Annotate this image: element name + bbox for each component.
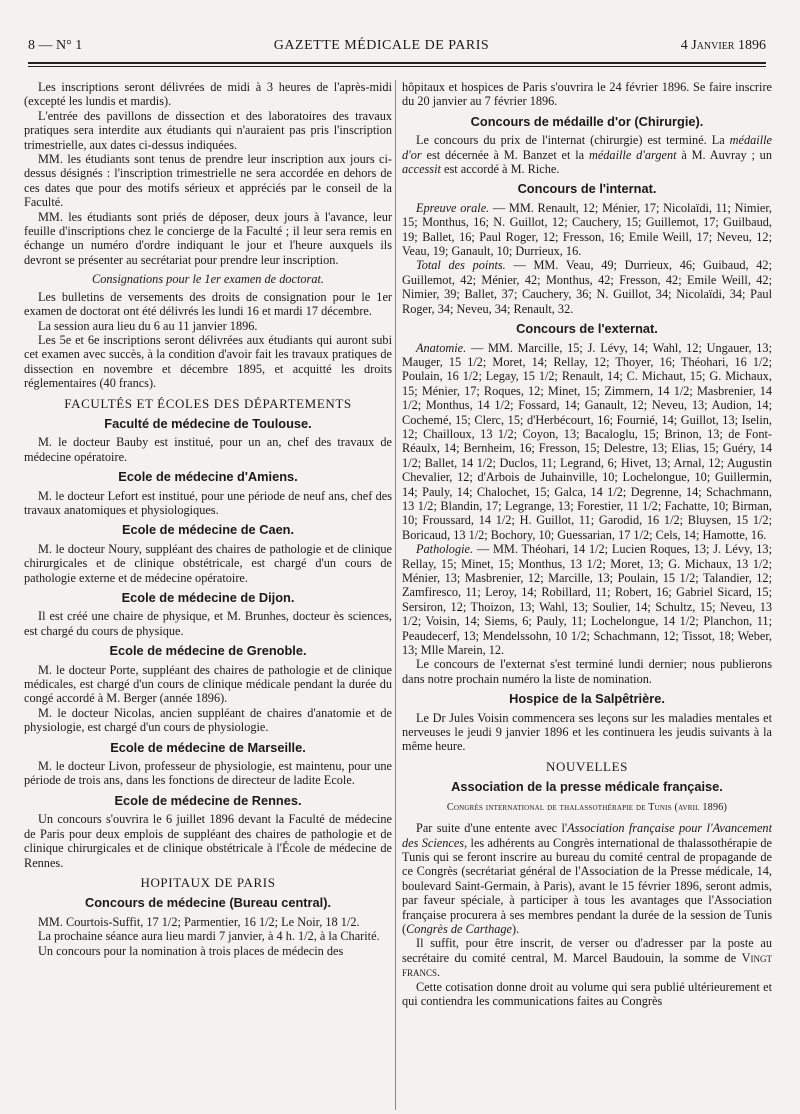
paragraph-epreuve-orale: Epreuve orale. — MM. Renault, 12; Ménier, 17; Nicolaïdi, 11; Nimier, 15; Monthus, 16; N. Guillot, 12; Cauchery, 15; Guillemot, 17; Guilbaud, 19; Ballet, 16; Paul Roger, 12; Fresson, 16; Emile Weill, 17; Neveu, 12; Veau, 19; Ganault, 10; Durrieux, 16. [402, 200, 772, 259]
section-title-salpetriere: Hospice de la Salpêtrière. [509, 691, 665, 707]
paragraph: Les bulletins de versements des droits de consignation pour le 1er examen de doctorat ont été délivrés les lundi 16 et mardi 17 décembre. [24, 289, 392, 319]
paragraph: Le Dr Jules Voisin commencera ses leçons sur les maladies mentales et nerveuses le jeudi 9 janvier 1896 et les continuera les jeudis suivants à la même heure. [402, 710, 772, 754]
paragraph: Les 5e et 6e inscriptions seront délivrées aux étudiants qui auront subi cet examen avec succès, à la condition d'avoir fait les travaux pratiques de dissection en novembre et décembre 1895, et acquitté les droits réglementaires (40 francs). [24, 332, 392, 391]
paragraph-suffit: Il suffit, pour être inscrit, de verser ou d'adresser par la poste au secrétaire du comité central, M. Marcel Baudouin, la somme de Vingt francs. [402, 936, 772, 980]
paragraph: Cette cotisation donne droit au volume qui sera publié ultérieurement et qui contiendra les communications faites au Congrès [402, 979, 772, 1008]
section-title-medaille: Concours de médaille d'or (Chirurgie). [470, 113, 704, 129]
header-rule [28, 62, 766, 64]
journal-title: GAZETTE MÉDICALE DE PARIS [273, 38, 490, 53]
section-title-grenoble: Ecole de médecine de Grenoble. [109, 643, 307, 659]
paragraph-pathologie: Pathologie. — MM. Théohari, 14 1/2; Lucien Roques, 13; J. Lévy, 13; Rellay, 15; Minet, 15; Monthus, 13 1/2; Moret, 13; G. Michaux, 13 1/2; Ménier, 13; Masbrenier, 12; Marcille, 13; Poulain, 15 1/2; Talandier, 12; Zamfiresco, 11; Leroy, 14; Robillard, 11; Robert, 16; Gabriel Sicard, 15; Sersiron, 12; Thoizon, 13; Wahl, 13; Soulier, 14; Schultz, 15; Neveu, 13 1/2; Voisin, 14; Siems, 6; Pauly, 11; Lochelongue, 14 1/2; Planchon, 11; Peaudecerf, 13; Mendelssohn, 10 1/2; Schachmann, 12; Tissot, 18; Weber, 13; Mlle Marein, 12. [402, 542, 772, 658]
section-title-association: Association de la presse médicale française. [451, 779, 723, 795]
section-title-internat: Concours de l'internat. [517, 181, 657, 197]
section-title-nouvelles: NOUVELLES [546, 758, 628, 774]
paragraph: M. le docteur Porte, suppléant des chaires de pathologie et de clinique médicales, est chargé d'un cours de clinique médicale pendant la durée du congé accordé à M. Berger (année 1896). [24, 662, 392, 706]
section-title-caen: Ecole de médecine de Caen. [121, 522, 295, 538]
paragraph: Les inscriptions seront délivrées de midi à 3 heures de l'après-midi (excepté les lundis et mardis). [24, 80, 392, 109]
page-number: 8 — N° 1 [28, 38, 83, 53]
paragraph: MM. Courtois-Suffit, 17 1/2; Parmentier, 16 1/2; Le Noir, 18 1/2. [38, 914, 360, 929]
section-title-toulouse: Faculté de médecine de Toulouse. [104, 415, 312, 431]
subtitle-congres: Congrès international de thalassothérapie de Tunis (avril 1896) [446, 801, 728, 813]
paragraph: M. le docteur Livon, professeur de physiologie, est maintenu, pour une période de trois ans, dans les fonctions de directeur de ladite Ecole. [24, 759, 392, 788]
paragraph: MM. les étudiants sont priés de déposer, deux jours à l'avance, leur feuille d'inscriptions chez le concierge de la Faculté ; il leur sera remis en échange un numéro d'ordre indiquant le jour et l'heure auxquels ils devront se présenter au secrétariat pour prendre leur inscription. [24, 209, 392, 267]
issue-date: 4 Janvier 1896 [680, 38, 766, 53]
section-title-rennes: Ecole de médecine de Rennes. [114, 792, 302, 808]
section-title-externat: Concours de l'externat. [516, 321, 658, 337]
paragraph-medaille: Le concours du prix de l'internat (chirurgie) est terminé. La médaille d'or est décernée à M. Banzet et la médaille d'argent à M. Auvray ; un accessit est accordé à M. Riche. [402, 133, 772, 177]
paragraph: La session aura lieu du 6 au 11 janvier 1896. [38, 318, 258, 333]
right-column [402, 80, 772, 1114]
paragraph-anatomie: Anatomie. — MM. Marcille, 15; J. Lévy, 14; Wahl, 12; Ungauer, 13; Mauger, 15 1/2; Moret, 14; Rellay, 12; Thoyer, 16; Théohari, 16 1/2; Poulain, 16 1/2; Legay, 15 1/2; Renault, 14; C. Michaut, 15; G. Michaux, 15; Ménier, 17; Roques, 12; Minet, 15; Zimmern, 14 1/2; Masbrenier, 14 1/2; Monthus, 14 1/2; Fossard, 14; Ganault, 12; Neveu, 13; Audion, 14; Cochemé, 15; Clerc, 15; d'Herbécourt, 16; Fournié, 14; Guillot, 13; Iselin, 12; Chailloux, 13 1/2; Coyon, 13; Bacaloglu, 15; Brinon, 13; de Font-Réaulx, 14; Bernheim, 16; Fresson, 15; Delestre, 13; Elias, 15; Guéry, 14 1/2; Ballet, 14 1/2; Duclos, 11; Legrand, 6; Hivet, 13; Arnal, 12; Augustin Chevalier, 12; d'Arbois de Juhainville, 10; Lochelongue, 10; Guillermin, 14; Pauly, 14; Chalochet, 15; Galca, 14 1/2; Degrenne, 14; Schachmann, 13 1/2; Blandin, 17; Legrange, 13; Forestier, 11 1/2; Fachatte, 10; Birman, 10; Froussard, 14 1/2; H. Guillot, 11; Garodid, 16 1/2; Bluysen, 15 1/2; Boricaud, 13 1/2; Bochory, 10; Guessarian, 17 1/2; Cels, 14; Hamotte, 16. [402, 340, 772, 542]
paragraph: Il est créé une chaire de physique, et M. Brunhes, docteur ès sciences, est chargé du cours de physique. [24, 609, 392, 638]
paragraph: Le concours de l'externat s'est terminé lundi dernier; nous publierons dans notre prochain numéro la liste de nomination. [402, 657, 772, 686]
paragraph: Un concours pour la nomination à trois places de médecin des [38, 943, 344, 958]
paragraph: hôpitaux et hospices de Paris s'ouvrira le 24 février 1896. Se faire inscrire du 20 janvier au 7 février 1896. [402, 80, 772, 109]
paragraph-congres: Par suite d'une entente avec l'Association française pour l'Avancement des Sciences, les adhérents au Congrès international de thalassothérapie de Tunis qui se feront inscrire au bureau du comité central de propagande de ce Congrès (secrétariat général de l'Association de la Presse médicale, 14, boulevard Saint-Germain, à Paris), avant le 15 février 1896, seront admis, par faveur spéciale, à participer à tous les avantages que l'Association française procurera à ses membres pendant la durée de la session de Tunis (Congrès de Carthage). [402, 821, 772, 936]
section-title-marseille: Ecole de médecine de Marseille. [110, 739, 306, 755]
paragraph: MM. les étudiants sont tenus de prendre leur inscription aux jours ci-dessus désignés : l'inscription trimestrielle ne sera accordée en dehors de ces dates que pour des motifs sérieux et appréciés par le conseil de la Faculté. [24, 152, 392, 210]
header-rule-thin [28, 66, 766, 67]
paragraph-total-points: Total des points. — MM. Veau, 49; Durrieux, 46; Guibaud, 42; Guillemot, 42; Ménier, 42; Monthus, 42; Fresson, 42; Emile Weill, 42; Nimier, 39; Ballet, 37; Cauchery, 36; N. Guillot, 34; Nicolaïdi, 34; Paul Roger, 34; Neveu, 34; Renault, 32. [402, 258, 772, 316]
paragraph: M. le docteur Bauby est institué, pour un an, chef des travaux de médecine opératoire. [24, 435, 392, 464]
left-column [24, 80, 392, 1114]
paragraph: M. le docteur Nicolas, ancien suppléant de chaires d'anatomie et de physiologie, est chargé d'un cours de physiologie. [24, 705, 392, 735]
section-title-facultes: FACULTÉS ET ÉCOLES DES DÉPARTEMENTS [64, 395, 352, 411]
paragraph: Un concours s'ouvrira le 6 juillet 1896 devant la Faculté de médecine de Paris pour deux emplois de suppléant des chaires de pathologie et de clinique chirurgicales et de clinique obstétricale à l'École de médecine de Rennes. [24, 812, 392, 870]
section-title-consignations: Consignations pour le 1er examen de doctorat. [92, 272, 324, 287]
section-title-dijon: Ecole de médecine de Dijon. [121, 590, 295, 605]
paragraph: M. le docteur Lefort est institué, pour une période de neuf ans, chef des travaux anatomiques et physiologiques. [24, 488, 392, 517]
paragraph: La prochaine séance aura lieu mardi 7 janvier, à 4 h. 1/2, à la Charité. [38, 929, 380, 944]
section-title-hopitaux: HOPITAUX DE PARIS [140, 874, 276, 890]
page-header [28, 38, 766, 60]
section-title-bureau-central: Concours de médecine (Bureau central). [84, 895, 332, 911]
column-separator [395, 80, 396, 1110]
section-title-amiens: Ecole de médecine d'Amiens. [118, 469, 298, 485]
paragraph: L'entrée des pavillons de dissection et des laboratoires des travaux pratiques sera interdite aux étudiants qui n'auraient pas pris l'inscription trimestrielle, aux dates ci-dessus indiquées. [24, 108, 392, 152]
paragraph: M. le docteur Noury, suppléant des chaires de pathologie et de clinique chirurgicales et de clinique obstétricale, est chargé d'un cours de pathologie externe et de médecine opératoire. [24, 541, 392, 585]
